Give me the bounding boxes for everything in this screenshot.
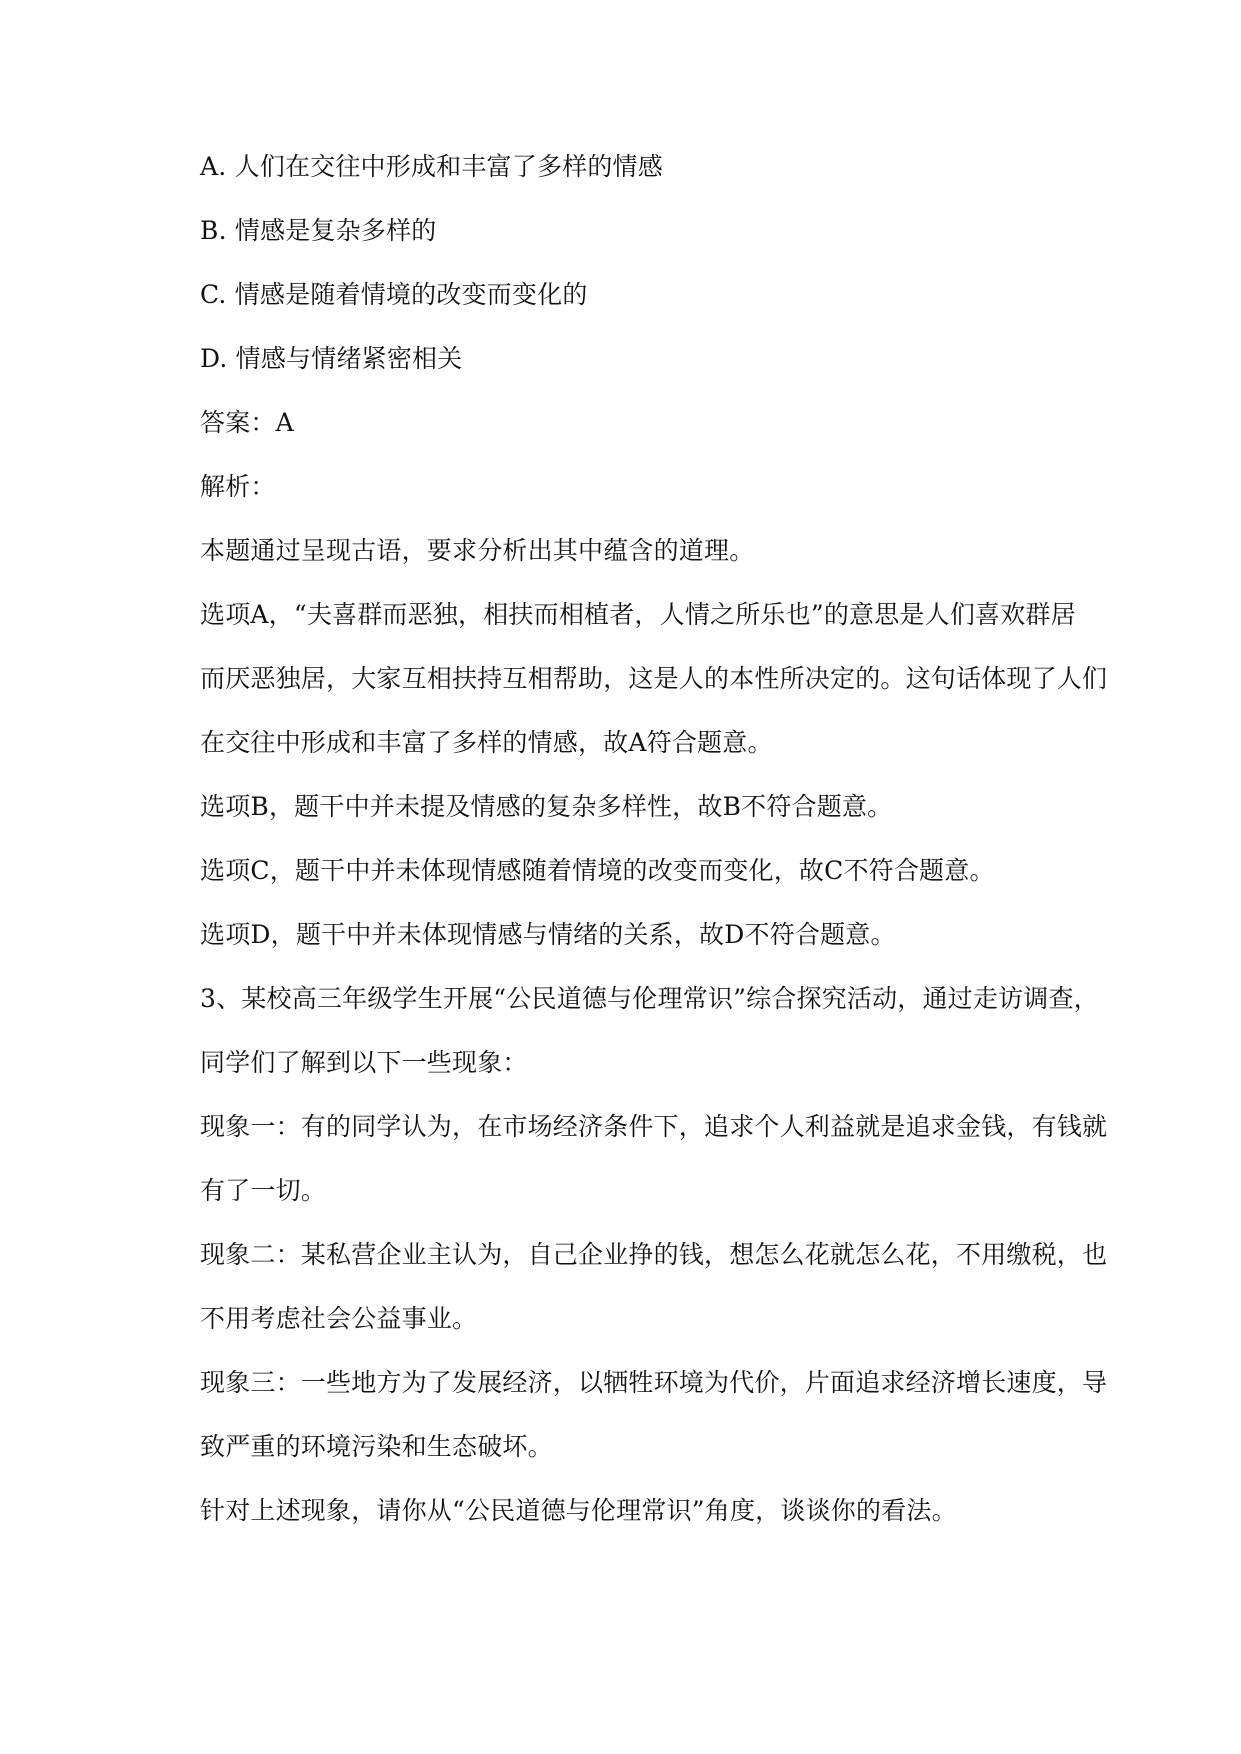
option-b: B. 情感是复杂多样的 xyxy=(200,216,437,245)
analysis-option-b: 选项B，题干中并未提及情感的复杂多样性，故B不符合题意。 xyxy=(200,792,893,821)
analysis-option-a-line-1: 选项A，“夫喜群而恶独，相扶而相植者，人情之所乐也”的意思是人们喜欢群居 xyxy=(200,600,1076,629)
question3-prompt: 针对上述现象，请你从“公民道德与伦理常识”角度，谈谈你的看法。 xyxy=(200,1496,957,1525)
analysis-option-c: 选项C，题干中并未体现情感随着情境的改变而变化，故C不符合题意。 xyxy=(200,856,995,885)
analysis-label: 解析： xyxy=(200,472,276,501)
question3-stem-line-1: 3、某校高三年级学生开展“公民道德与伦理常识”综合探究活动，通过走访调查， xyxy=(200,984,1099,1013)
phenomenon-3-line-1: 现象三：一些地方为了发展经济，以牺牲环境为代价，片面追求经济增长速度，导 xyxy=(200,1368,1108,1397)
analysis-option-d: 选项D，题干中并未体现情感与情绪的关系，故D不符合题意。 xyxy=(200,920,896,949)
analysis-option-a-line-3: 在交往中形成和丰富了多样的情感，故A符合题意。 xyxy=(200,728,773,757)
analysis-option-a-line-2: 而厌恶独居，大家互相扶持互相帮助，这是人的本性所决定的。这句话体现了人们 xyxy=(200,664,1108,693)
question3-stem-line-2: 同学们了解到以下一些现象： xyxy=(200,1048,528,1077)
phenomenon-2-line-2: 不用考虑社会公益事业。 xyxy=(200,1304,478,1333)
phenomenon-3-line-2: 致严重的环境污染和生态破坏。 xyxy=(200,1432,553,1461)
option-c: C. 情感是随着情境的改变而变化的 xyxy=(200,280,588,309)
phenomenon-1-line-1: 现象一：有的同学认为，在市场经济条件下，追求个人利益就是追求金钱，有钱就 xyxy=(200,1112,1108,1141)
phenomenon-1-line-2: 有了一切。 xyxy=(200,1176,327,1205)
analysis-intro: 本题通过呈现古语，要求分析出其中蕴含的道理。 xyxy=(200,536,755,565)
option-a: A. 人们在交往中形成和丰富了多样的情感 xyxy=(200,152,663,181)
phenomenon-2-line-1: 现象二：某私营企业主认为，自己企业挣的钱，想怎么花就怎么花，不用缴税，也 xyxy=(200,1240,1108,1269)
answer-line: 答案：A xyxy=(200,408,294,437)
option-d: D. 情感与情绪紧密相关 xyxy=(200,344,463,373)
